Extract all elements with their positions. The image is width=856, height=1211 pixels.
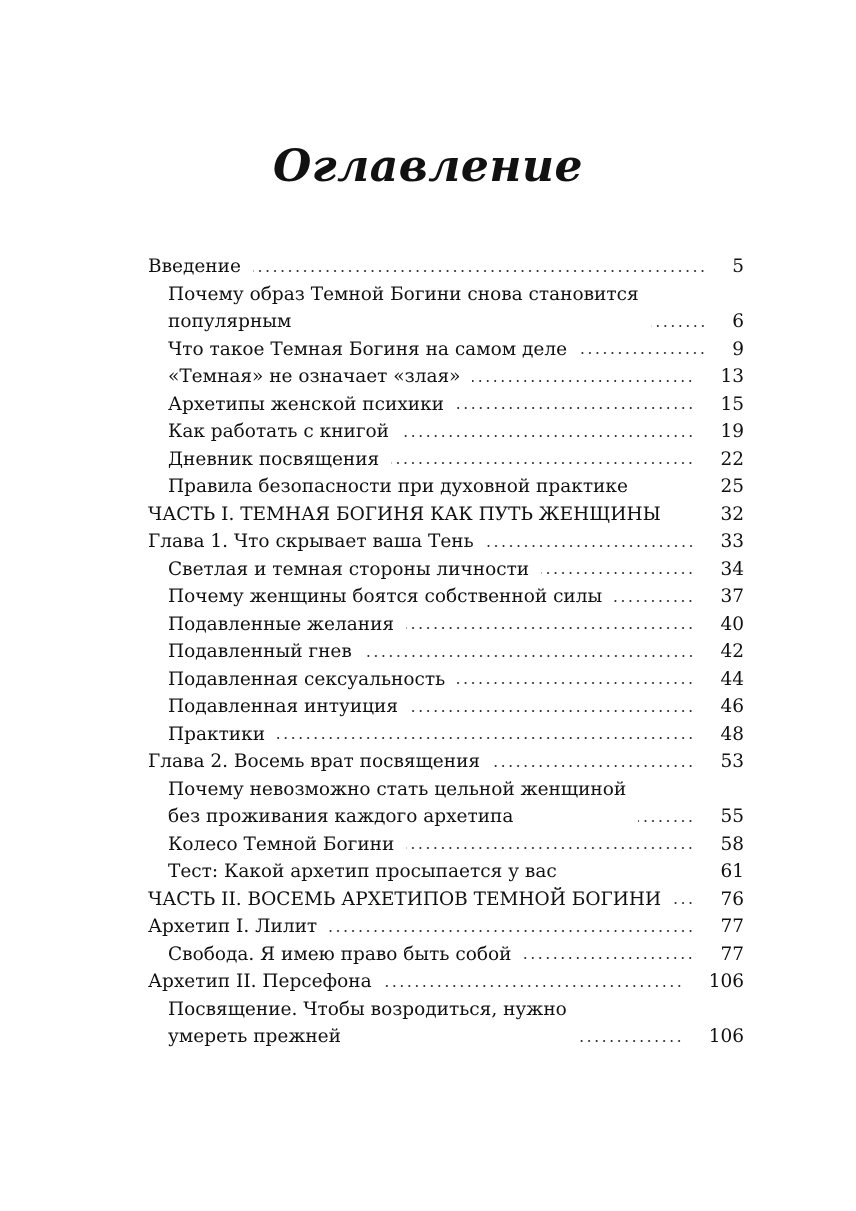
toc-entry[interactable] — [148, 446, 744, 474]
toc-entry[interactable] — [148, 583, 744, 611]
toc-entry[interactable] — [148, 913, 744, 941]
dot-leader — [492, 762, 694, 770]
dot-leader — [277, 734, 694, 742]
toc-entry-title: Введение — [148, 256, 241, 277]
toc-entry-title: Почему образ Темной Богини снова становится популярным — [168, 283, 639, 332]
dot-leader — [401, 432, 694, 440]
toc-entry[interactable] — [148, 336, 744, 364]
toc-entry-title: Подавленный гнев — [168, 641, 352, 662]
toc-entry[interactable] — [148, 418, 744, 446]
toc-entry-page-number: 46 — [720, 696, 744, 717]
toc-entry-page-number: 5 — [732, 256, 744, 277]
dot-leader — [569, 872, 695, 880]
dot-leader — [673, 514, 695, 522]
toc-entry[interactable] — [148, 831, 744, 859]
toc-entry[interactable] — [148, 501, 744, 529]
dot-leader — [638, 817, 694, 825]
dot-leader — [364, 652, 695, 660]
toc-entry[interactable] — [148, 721, 744, 749]
toc-entry-title: Дневник посвящения — [168, 448, 380, 470]
toc-entry-page-number: 106 — [708, 971, 744, 992]
toc-entry-title: Подавленные желания — [168, 613, 395, 635]
toc-entry-title: Правила безопасности при духовной практике — [168, 476, 628, 497]
toc-entry[interactable] — [148, 748, 744, 776]
toc-entry-title: Глава 2. Восемь врат посвящения — [148, 751, 481, 772]
toc-entry-title: Практики — [168, 723, 266, 745]
page-title: Оглавление — [273, 141, 583, 193]
toc-entry-page-number: 77 — [720, 943, 744, 965]
dot-leader — [579, 1037, 683, 1045]
toc-entry-page-number: 61 — [720, 861, 744, 882]
toc-entry[interactable] — [148, 858, 744, 886]
toc-entry-title: Глава 1. Что скрывает ваша Тень — [148, 531, 474, 552]
toc-entry[interactable] — [148, 968, 744, 996]
toc-entry[interactable] — [148, 693, 744, 721]
toc-entry-page-number: 33 — [720, 531, 744, 552]
toc-entry-page-number: 25 — [720, 476, 744, 497]
dot-leader — [384, 982, 683, 990]
dot-leader — [391, 459, 694, 467]
toc-entry[interactable] — [148, 996, 744, 1051]
toc-entry-page-number: 34 — [720, 558, 744, 580]
toc-entry-title: ЧАСТЬ I. ТЕМНАЯ БОГИНЯ КАК ПУТЬ ЖЕНЩИНЫ — [148, 503, 661, 525]
toc-entry-page-number: 55 — [720, 806, 744, 827]
toc-entry[interactable] — [148, 281, 744, 336]
toc-entry-page-number: 15 — [720, 393, 744, 415]
toc-entry[interactable] — [148, 528, 744, 556]
toc-entry-title: Почему женщины боятся собственной силы — [168, 586, 603, 607]
dot-leader — [457, 679, 694, 687]
dot-leader — [640, 487, 695, 495]
toc-entry-title: Подавленная интуиция — [168, 696, 399, 717]
dot-leader — [673, 899, 694, 907]
toc-entry-page-number: 32 — [720, 503, 744, 525]
toc-entry-page-number: 76 — [720, 888, 744, 910]
toc-entry[interactable] — [148, 666, 744, 694]
dot-leader — [410, 707, 694, 715]
toc-entry-page-number: 44 — [720, 668, 744, 690]
toc-entry-page-number: 48 — [720, 723, 744, 745]
toc-entry-title: Светлая и темная стороны личности — [168, 558, 530, 580]
toc-entry-title: «Темная» не означает «злая» — [168, 366, 461, 387]
toc-entry-page-number: 42 — [720, 641, 744, 662]
toc-entry-page-number: 22 — [720, 448, 744, 470]
toc-entry[interactable] — [148, 638, 744, 666]
toc-entry-title: Почему невозможно стать цельной женщиной без проживания каждого архетипа — [168, 778, 627, 827]
toc-entry-title: Тест: Какой архетип просыпается у вас — [168, 861, 557, 882]
toc-entry-title: Посвящение. Чтобы возродиться, нужно умереть прежней — [168, 998, 567, 1047]
dot-leader — [329, 927, 694, 935]
toc-entry-page-number: 106 — [708, 1026, 744, 1047]
dot-leader — [486, 542, 695, 550]
toc-entry-page-number: 9 — [732, 338, 744, 360]
toc-entry[interactable] — [148, 941, 744, 969]
toc-entry-page-number: 53 — [720, 751, 744, 772]
toc-entry[interactable] — [148, 556, 744, 584]
toc-entry-page-number: 40 — [720, 613, 744, 635]
dot-leader — [541, 569, 694, 577]
toc-entry-title: Как работать с книгой — [168, 421, 390, 442]
toc-entry-page-number: 37 — [720, 586, 744, 607]
table-of-contents — [148, 253, 744, 1051]
toc-entry-title: ЧАСТЬ II. ВОСЕМЬ АРХЕТИПОВ ТЕМНОЙ БОГИНИ — [148, 888, 662, 910]
dot-leader — [523, 954, 694, 962]
toc-entry[interactable] — [148, 363, 744, 391]
dot-leader — [253, 267, 706, 275]
dot-leader — [456, 404, 694, 412]
toc-entry[interactable] — [148, 886, 744, 914]
toc-entry-page-number: 6 — [732, 311, 744, 332]
dot-leader — [614, 597, 694, 605]
toc-entry-title: Архетипы женской психики — [168, 393, 444, 415]
dot-leader — [406, 844, 694, 852]
toc-entry-title: Подавленная сексуальность — [168, 668, 446, 690]
toc-entry-page-number: 13 — [720, 366, 744, 387]
toc-entry[interactable] — [148, 611, 744, 639]
toc-entry-title: Архетип II. Персефона — [148, 971, 372, 992]
dot-leader — [406, 624, 694, 632]
toc-entry-title: Колесо Темной Богини — [168, 833, 395, 855]
toc-entry[interactable] — [148, 776, 744, 831]
dot-leader — [472, 377, 694, 385]
toc-entry-page-number: 77 — [720, 916, 744, 937]
toc-entry[interactable] — [148, 253, 744, 281]
toc-entry-title: Свобода. Я имею право быть собой — [168, 943, 512, 965]
toc-entry-page-number: 19 — [720, 421, 744, 442]
dot-leader — [651, 322, 707, 330]
toc-entry-title: Что такое Темная Богиня на самом деле — [168, 338, 568, 360]
toc-entry[interactable] — [148, 473, 744, 501]
toc-entry-page-number: 58 — [720, 833, 744, 855]
toc-entry[interactable] — [148, 391, 744, 419]
toc-entry-title: Архетип I. Лилит — [148, 916, 318, 937]
dot-leader — [579, 349, 706, 357]
